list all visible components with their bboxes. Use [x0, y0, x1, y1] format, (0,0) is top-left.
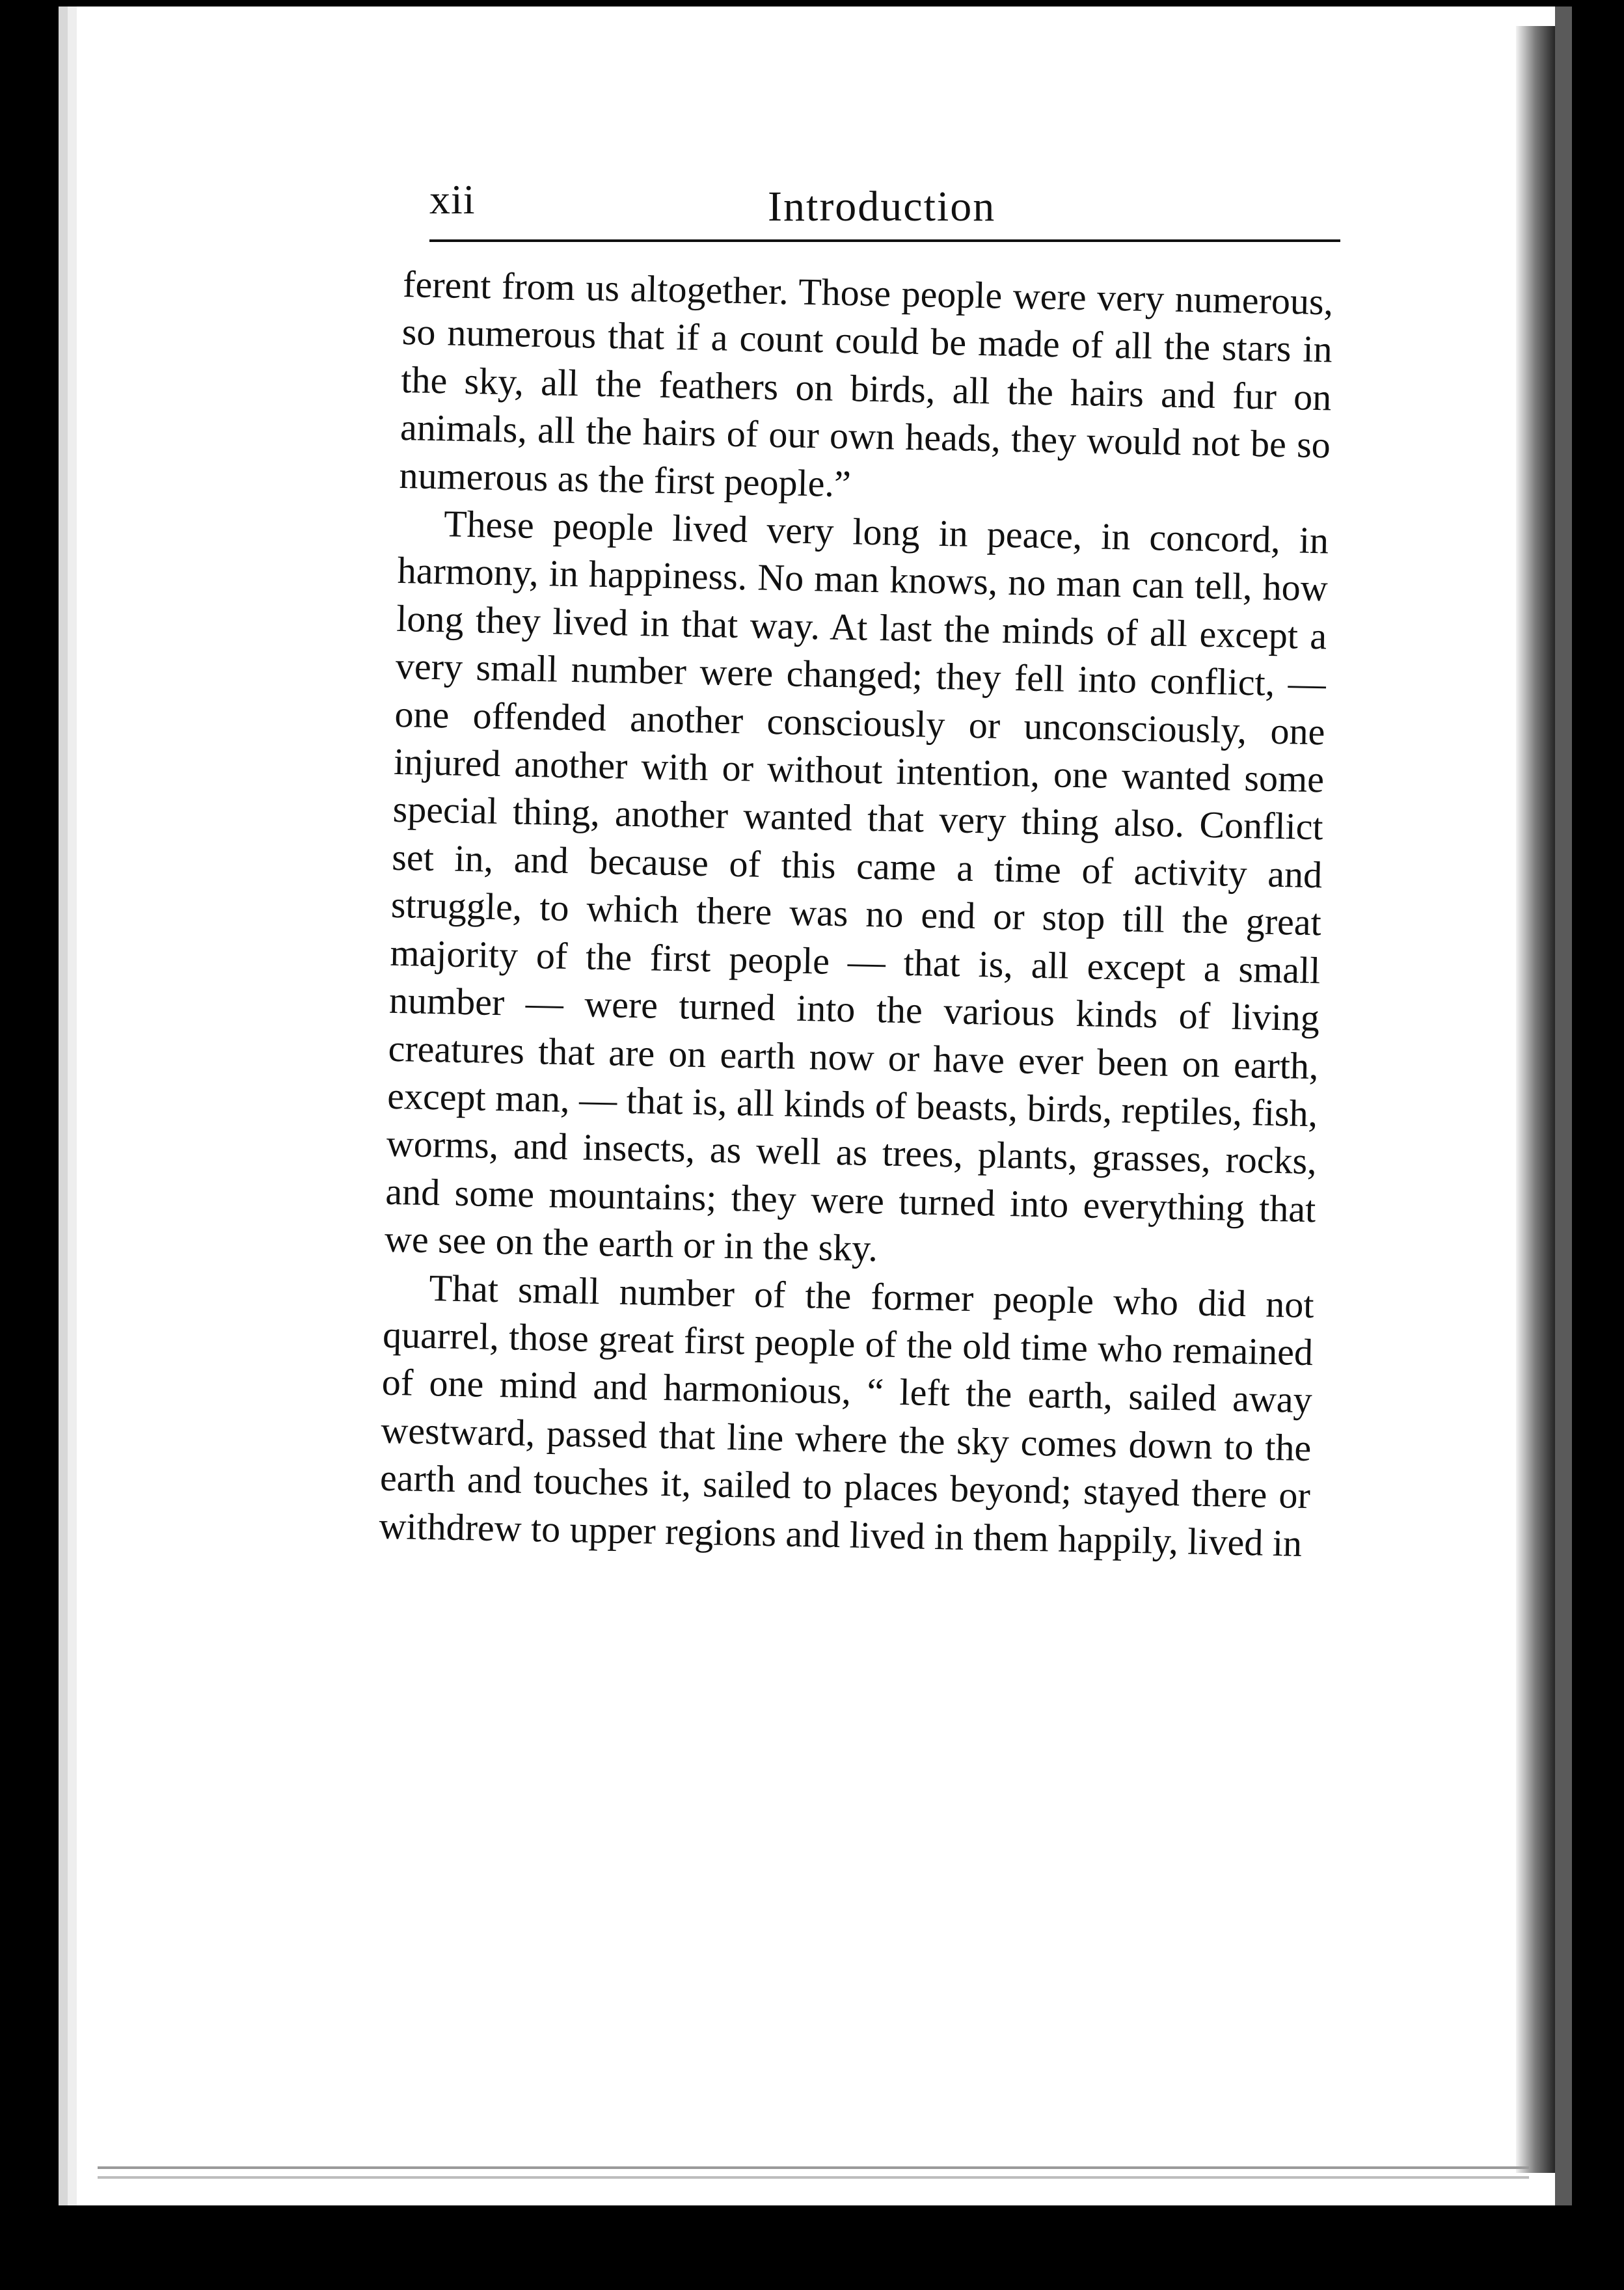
header-rule — [429, 239, 1340, 242]
paragraph: That small number of the former people who did not quarrel, those great first people of the old time who remained of one mind and harmonious, “ left the earth, sailed away westward, passed that line where the sky comes down to the earth and touches it, sailed to places beyond; stayed there or withdrew to upper regions and lived in them happily, lived in — [379, 1266, 1315, 1565]
paragraph: These people lived very long in peace, in concord, in harmony, in happiness. No man knows, no man can tell, how long they lived in that way. At last the minds of all except a very small number were changed; they fell into conflict, — one offended another consciously or unconsciously, one injured another with or without intention, one wanted some special thing, another wanted that very thing also. Conflict set in, and because of this came a time of activity and struggle, to which there was no end or stop till the great majority of the first people — that is, all except a small number — were turned into the various kinds of living creatures that are on earth now or have ever been on earth, except man, — that is, all kinds of beasts, birds, reptiles, fish, worms, and insects, as well as trees, plants, grasses, rocks, and some mountains; they were turned into everything that we see on the earth or in the sky. — [384, 502, 1329, 1270]
body-text — [379, 260, 1334, 1567]
page-gutter-shadow — [1516, 26, 1555, 2173]
page-edge-line — [98, 2166, 1529, 2169]
page-number: xii — [429, 176, 476, 222]
paragraph: ferent from us altogether. Those people were very numerous, so numerous that if a count could be made of all the stars in the sky, all the feathers on birds, all the hairs and fur on animals, all the hairs of our own heads, they would not be so numerous as the first people.” — [399, 262, 1334, 505]
page-header — [429, 176, 1340, 247]
page-edge-line — [98, 2176, 1529, 2179]
running-head: Introduction — [768, 183, 996, 230]
